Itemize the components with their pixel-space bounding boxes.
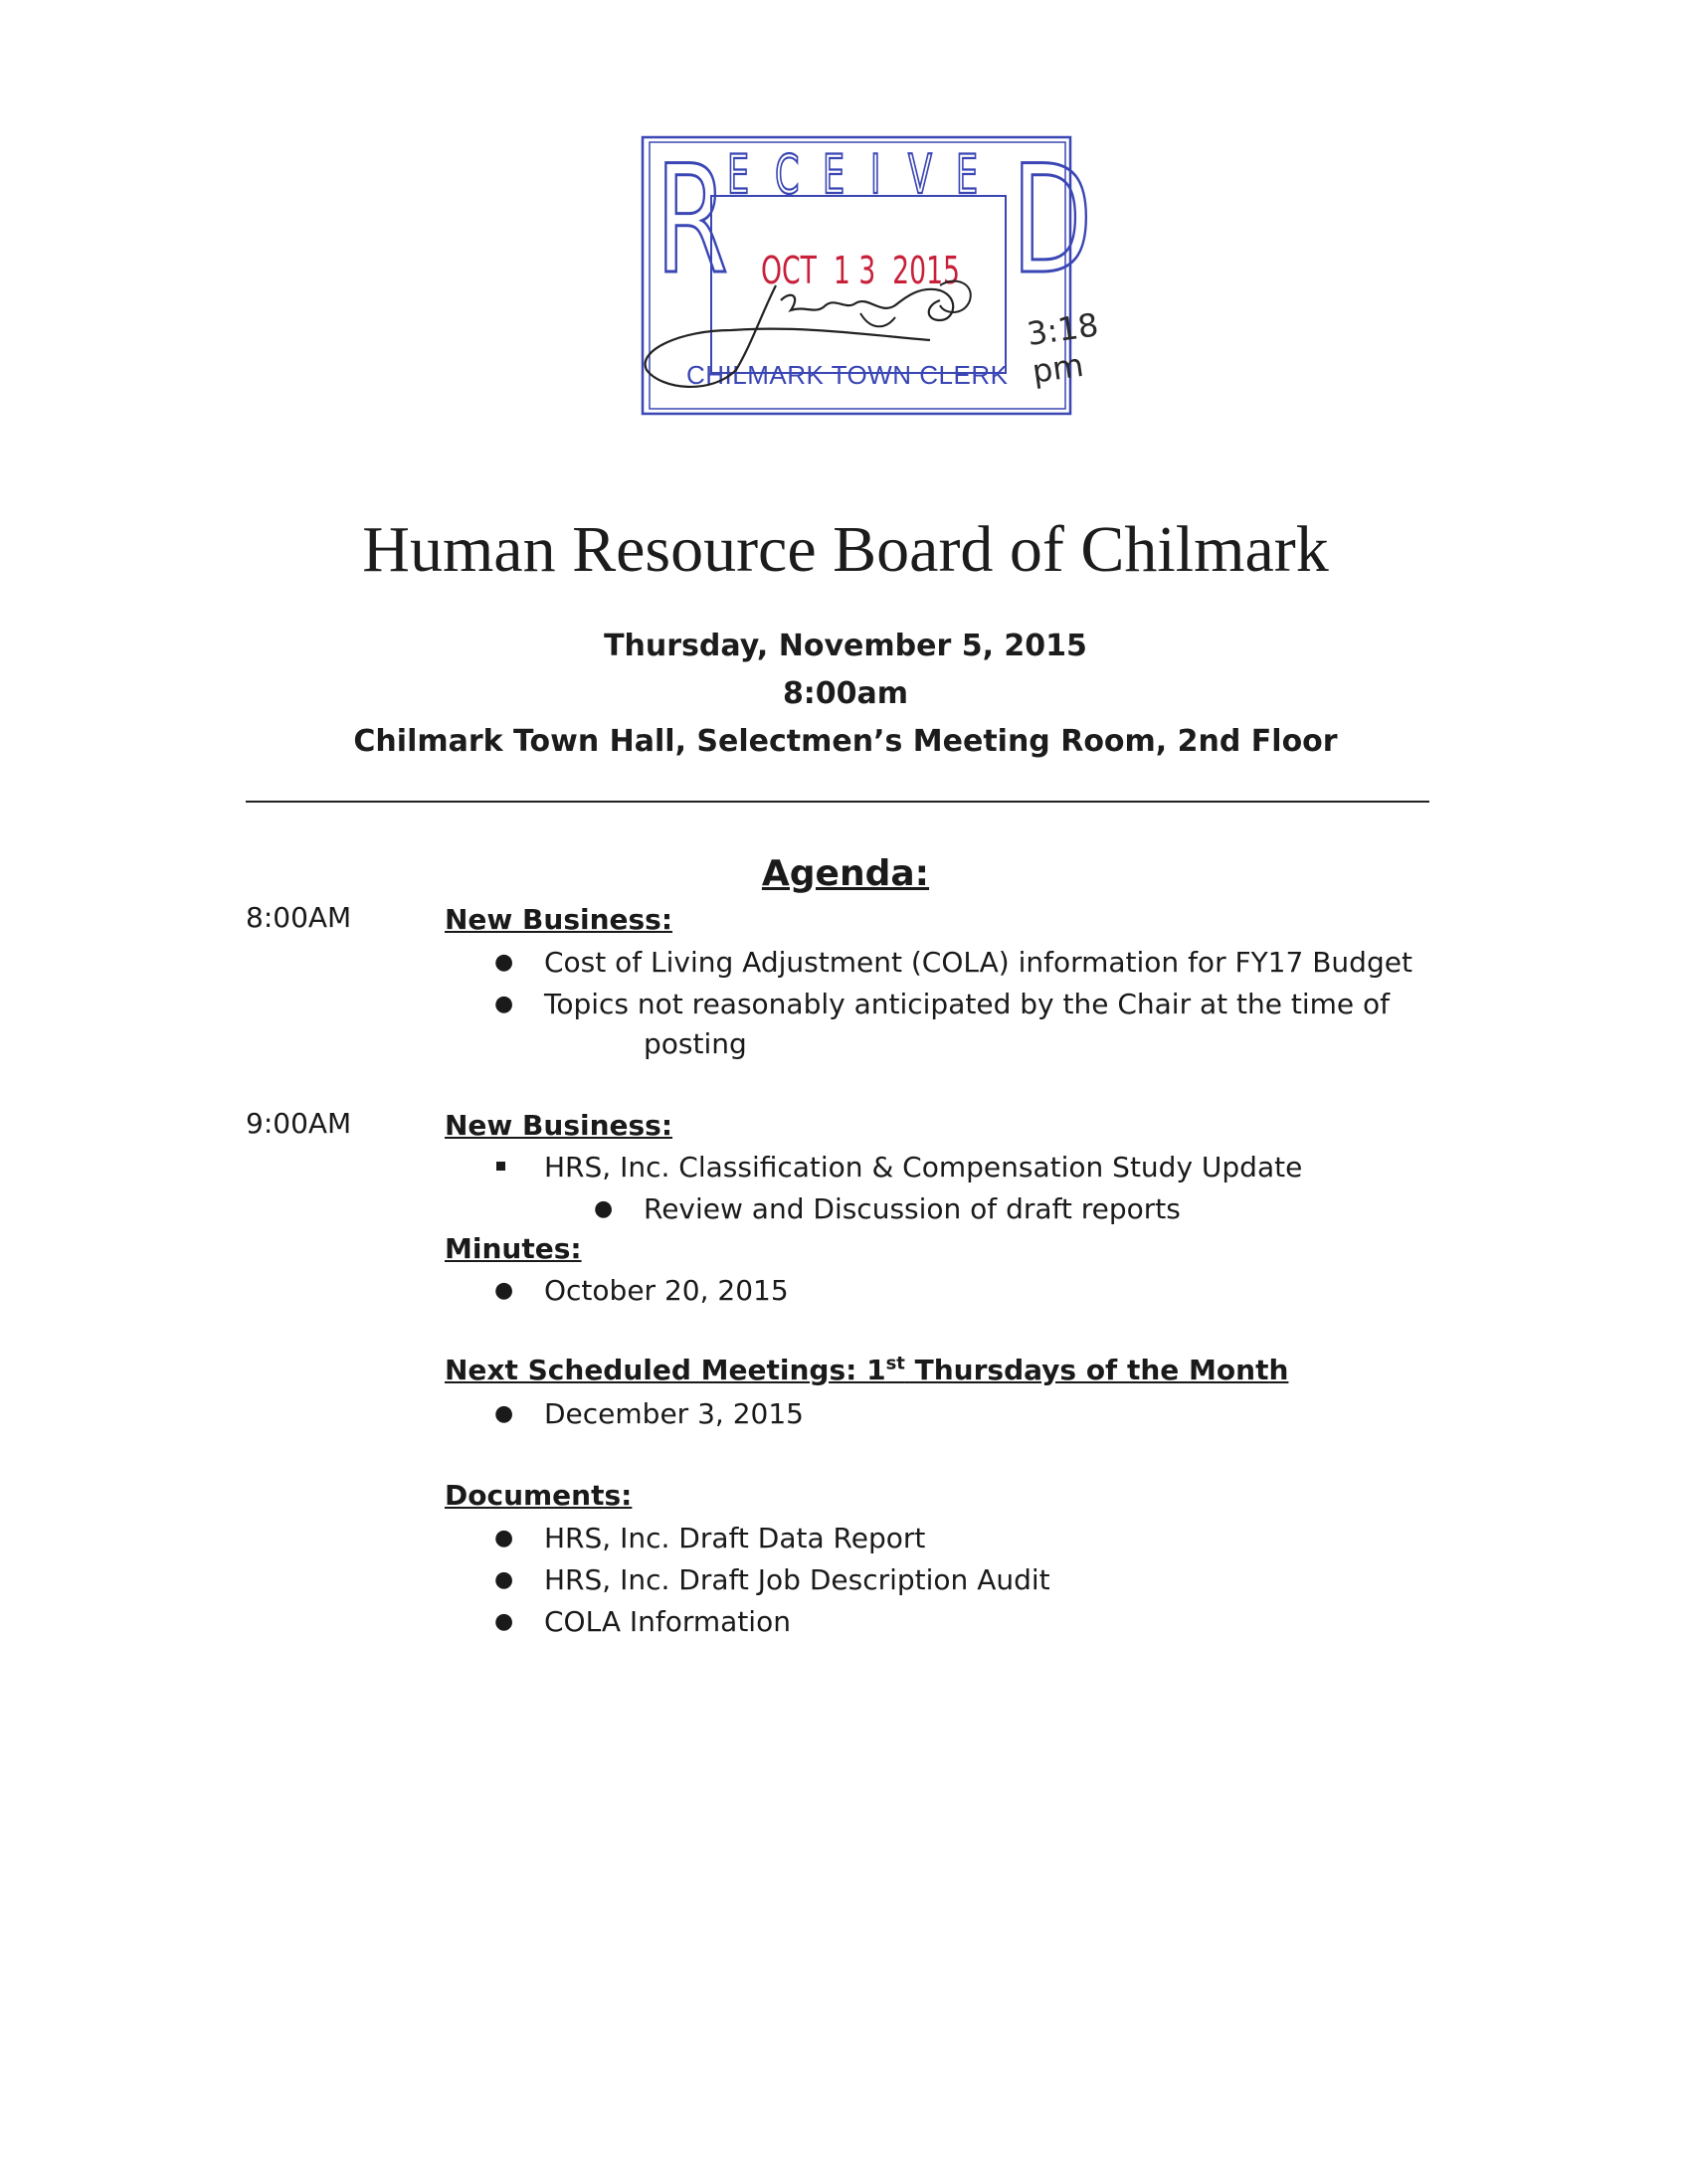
stamp-time-note: 3:18 pm (1025, 305, 1101, 391)
stamp-letter: I (870, 143, 882, 206)
agenda-time: 9:00AM (246, 1107, 352, 1140)
bullet-icon: ● (494, 1526, 514, 1550)
ordinal-suffix: st (885, 1353, 905, 1374)
agenda-heading: Agenda: (761, 853, 930, 894)
bullet-icon: ● (494, 992, 514, 1016)
sub-list-item: Review and Discussion of draft reports (644, 1192, 1181, 1225)
list-item: Cost of Living Adjustment (COLA) information for FY17 Budget (544, 946, 1412, 979)
bullet-icon: ● (494, 1609, 514, 1634)
bullet-icon: ● (594, 1196, 614, 1221)
list-item: HRS, Inc. Draft Data Report (544, 1522, 926, 1554)
stamp-letter: E (727, 143, 751, 206)
bullet-icon: ● (494, 1567, 514, 1592)
meeting-location: Chilmark Town Hall, Selectmen’s Meeting Room, 2nd Floor (353, 724, 1338, 759)
section-heading-new-business: New Business: (445, 1109, 673, 1142)
handwritten-signature (642, 275, 1020, 395)
stamp-letter: C (775, 143, 801, 206)
bullet-icon: ● (494, 1278, 514, 1303)
list-item: December 3, 2015 (544, 1397, 804, 1430)
list-item: October 20, 2015 (544, 1274, 789, 1307)
section-heading-documents: Documents: (445, 1479, 633, 1512)
divider (246, 801, 1429, 803)
next-meetings-suffix: Thursdays of the Month (904, 1354, 1289, 1386)
section-heading-minutes: Minutes: (445, 1232, 582, 1265)
stamp-letter: E (956, 143, 980, 206)
section-heading-new-business: New Business: (445, 903, 673, 936)
stamp-letter: V (908, 143, 934, 206)
stamp-office: CHILMARK TOWN CLERK (686, 360, 1009, 390)
stamp-letter-r: R (656, 134, 729, 307)
stamp-letter: E (823, 143, 846, 206)
bullet-icon: ● (494, 950, 514, 975)
bullet-icon: ● (494, 1401, 514, 1426)
received-stamp (642, 134, 1101, 415)
document-title: Human Resource Board of Chilmark (362, 513, 1329, 586)
meeting-time: 8:00am (782, 676, 909, 711)
list-item: HRS, Inc. Draft Job Description Audit (544, 1563, 1050, 1596)
section-heading-next-meetings (445, 1353, 1288, 1388)
square-bullet-icon (496, 1162, 505, 1171)
list-item: Topics not reasonably anticipated by the Chair at the time of (544, 988, 1391, 1020)
stamp-letter-d: D (1012, 134, 1093, 307)
next-meetings-prefix: Next Scheduled Meetings: 1 (445, 1354, 886, 1386)
meeting-date: Thursday, November 5, 2015 (604, 629, 1087, 663)
list-item: HRS, Inc. Classification & Compensation Study Update (544, 1151, 1303, 1183)
stamp-date: OCT 1 3 2015 (761, 249, 961, 292)
list-item-continuation: posting (644, 1027, 747, 1060)
list-item: COLA Information (544, 1605, 791, 1638)
agenda-time: 8:00AM (246, 901, 352, 934)
